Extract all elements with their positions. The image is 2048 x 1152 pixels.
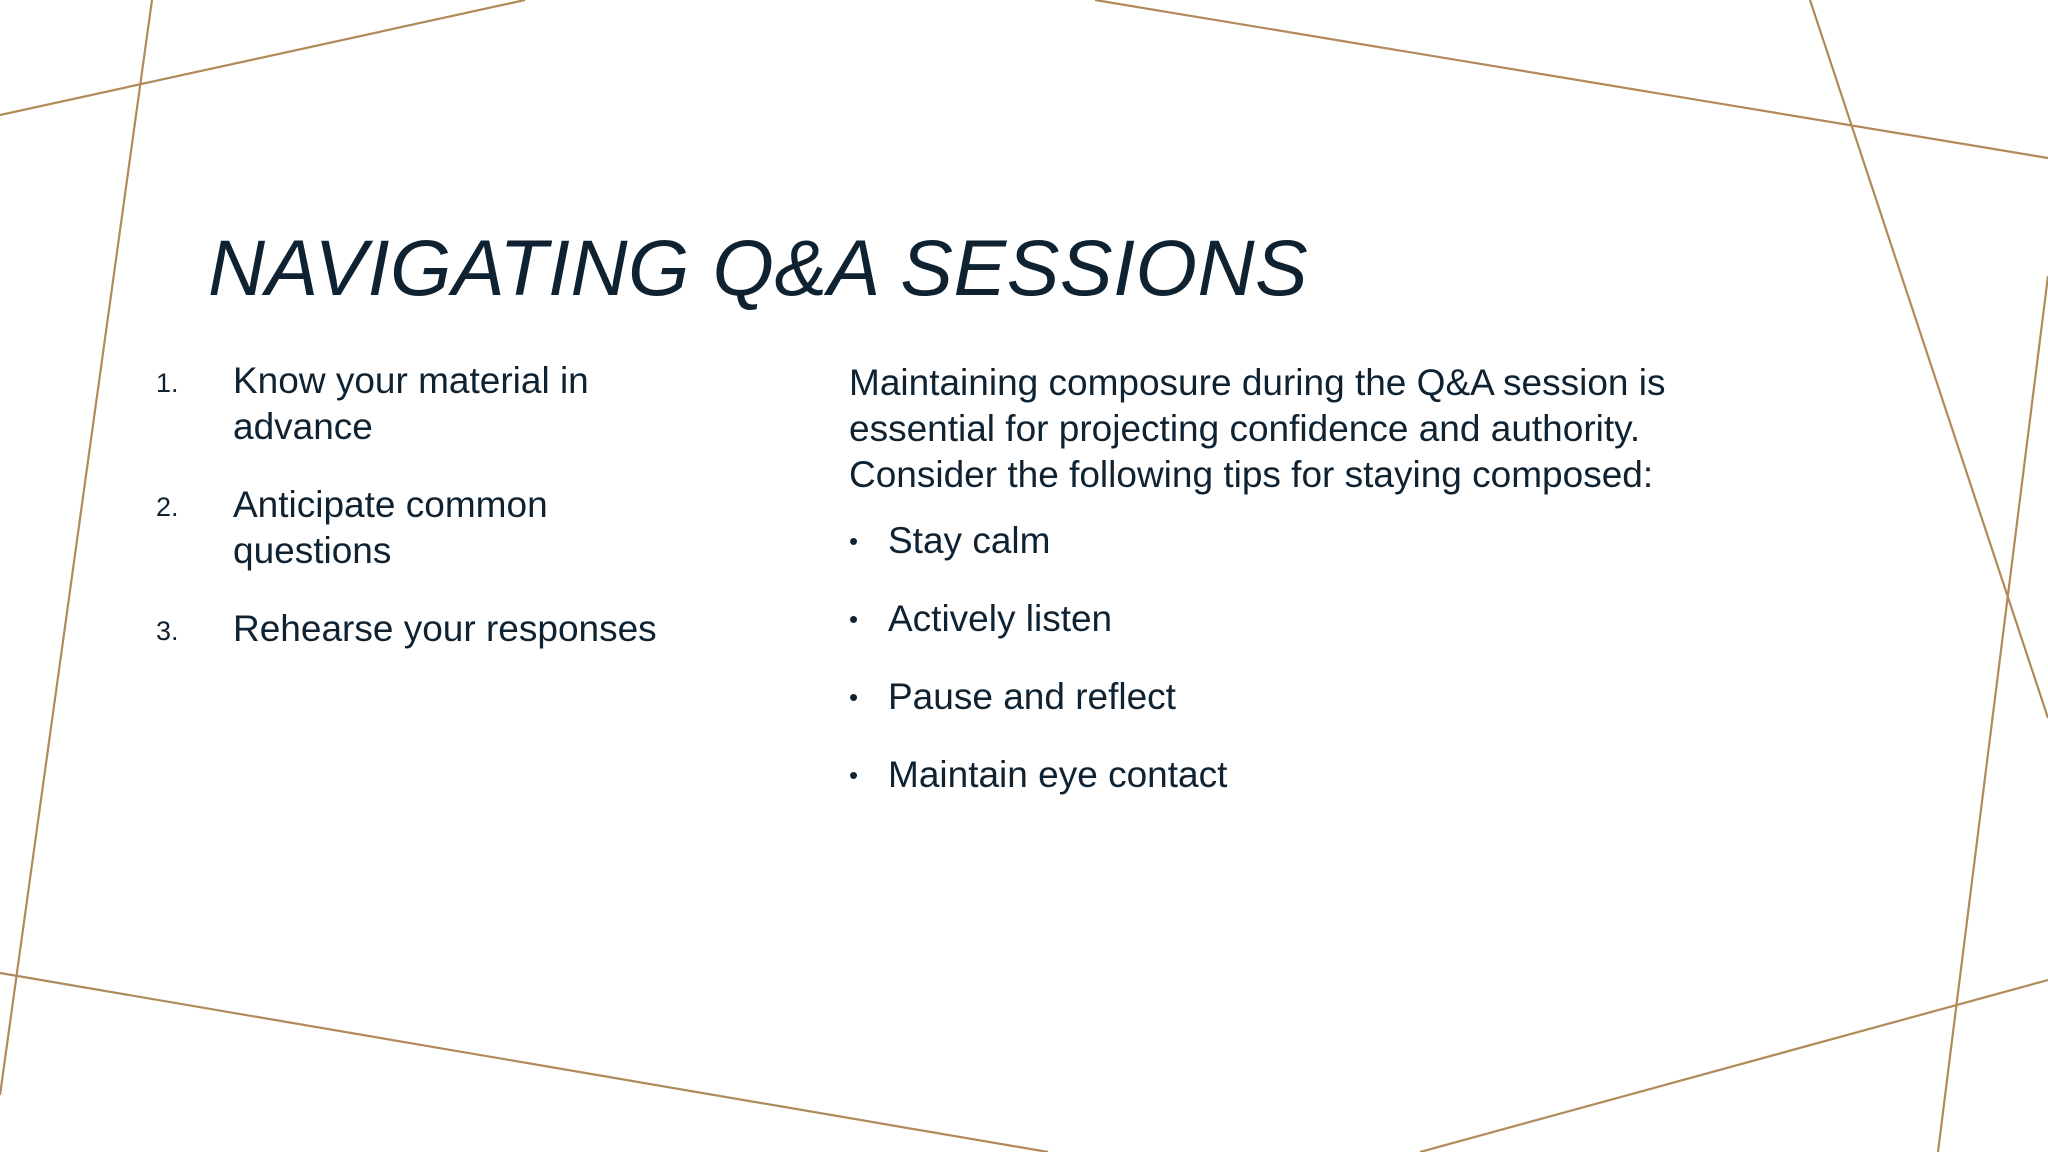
list-item	[154, 482, 714, 574]
composure-tips-list	[849, 518, 1227, 830]
list-item-text: Rehearse your responses	[233, 608, 657, 649]
deco-line	[1810, 0, 2048, 718]
list-item-number: 3.	[156, 616, 179, 646]
list-item	[154, 606, 714, 652]
bullet-icon: •	[849, 760, 859, 790]
deco-line	[0, 0, 152, 1095]
list-item	[849, 674, 1227, 720]
bullet-icon: •	[849, 682, 859, 712]
slide-title: NAVIGATING Q&A SESSIONS	[208, 223, 1309, 312]
deco-line	[1938, 276, 2048, 1152]
list-item-number: 2.	[156, 492, 179, 522]
list-item	[849, 518, 1227, 564]
list-item	[849, 752, 1227, 798]
preparation-steps-list	[154, 358, 714, 684]
deco-line	[1420, 980, 2048, 1152]
list-item-text: Stay calm	[888, 520, 1051, 561]
bullet-icon: •	[849, 604, 859, 634]
list-item	[154, 358, 714, 450]
list-item-text: Know your material in advance	[233, 360, 589, 447]
deco-line	[1095, 0, 2048, 158]
intro-paragraph: Maintaining composure during the Q&A session is essential for projecting confidence and authority. Consider the following tips for staying composed:	[849, 362, 1666, 495]
list-item-text: Anticipate common questions	[233, 484, 548, 571]
bullet-icon: •	[849, 526, 859, 556]
deco-line	[0, 0, 525, 115]
list-item	[849, 596, 1227, 642]
list-item-text: Actively listen	[888, 598, 1113, 639]
list-item-text: Pause and reflect	[888, 676, 1176, 717]
list-item-number: 1.	[156, 368, 179, 398]
list-item-text: Maintain eye contact	[888, 754, 1228, 795]
deco-line	[0, 973, 1048, 1152]
